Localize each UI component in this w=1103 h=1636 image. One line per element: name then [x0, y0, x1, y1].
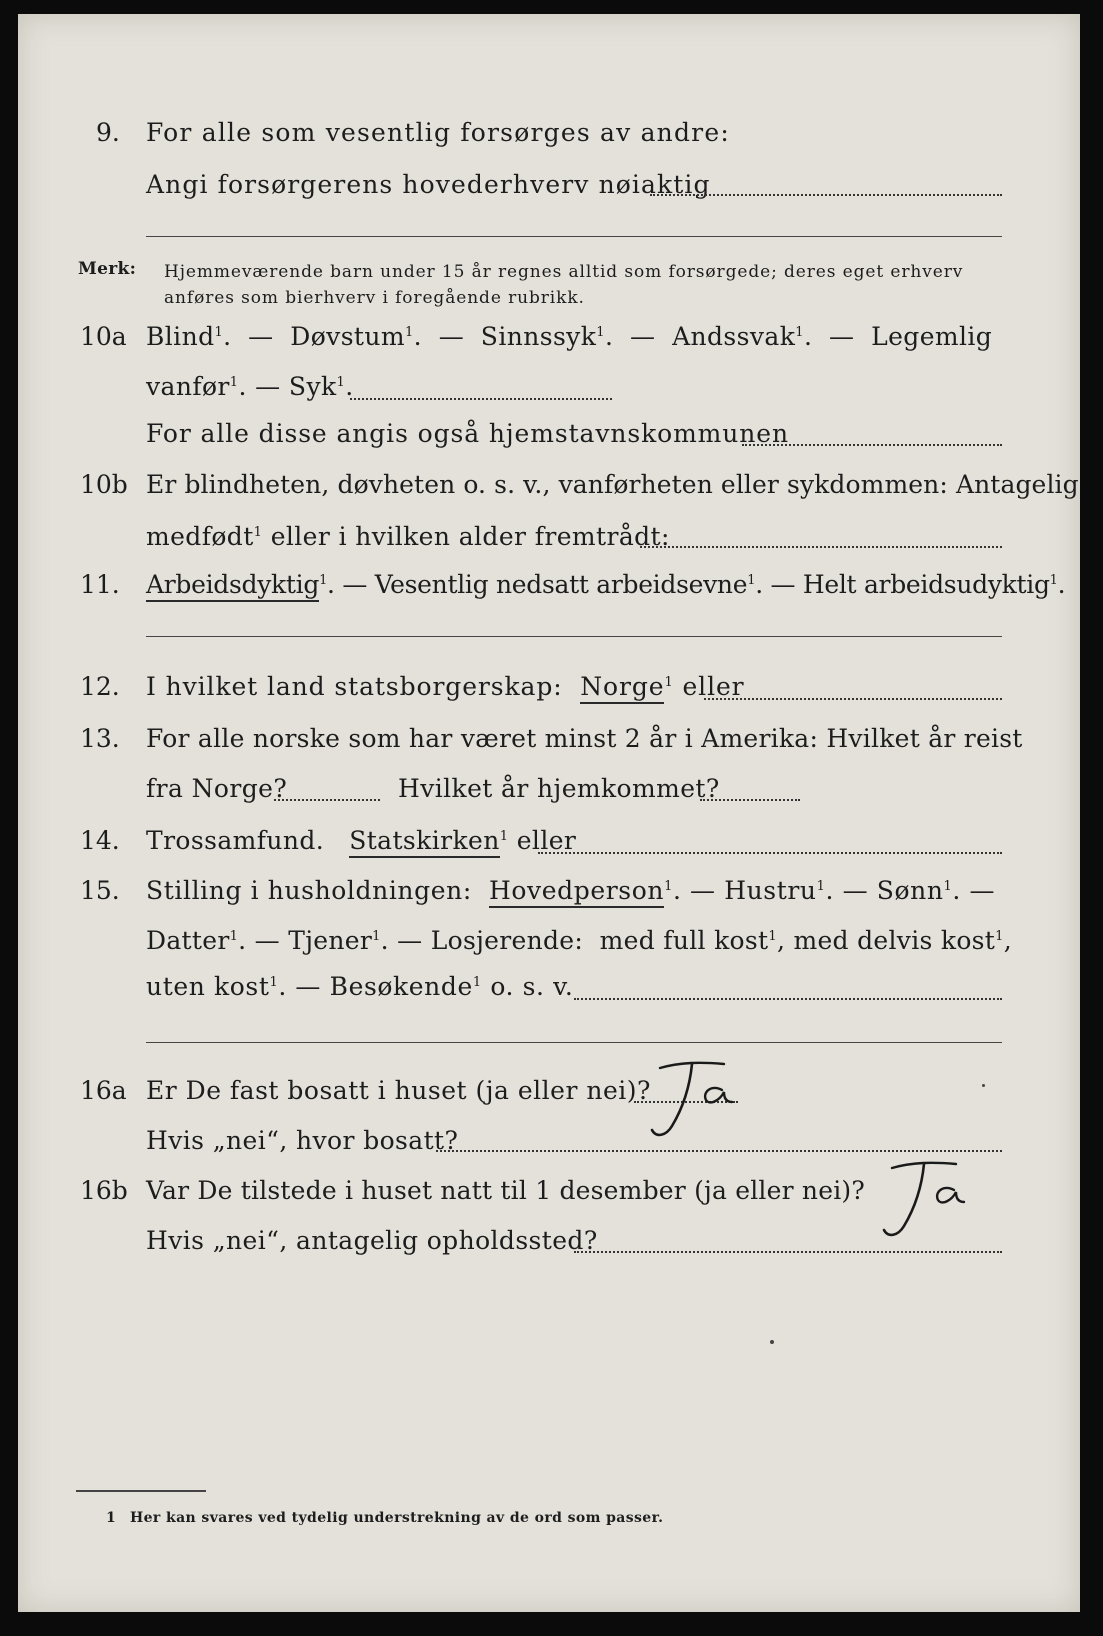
- q16a-number: 16a: [80, 1076, 127, 1105]
- q14-line: Trossamfund. Statskirken$^1$ eller: [146, 826, 576, 855]
- q10b-answer-line[interactable]: [640, 546, 1002, 548]
- q10a-number: 10a: [80, 322, 127, 351]
- option-udyktig[interactable]: Helt arbeidsudyktig: [802, 570, 1050, 599]
- q16b-line1: Var De tilstede i huset natt til 1 desember (ja eller nei)?: [146, 1176, 865, 1205]
- q15-line3: uten kost$^1$. — Besøkende$^1$ o. s. v.: [146, 972, 574, 1001]
- q10a-line3: For alle disse angis også hjemstavnskommunen: [146, 419, 789, 448]
- option-norge-underlined[interactable]: Norge: [580, 672, 664, 704]
- q9-line1: For alle som vesentlig forsørges av andre:: [146, 118, 730, 147]
- option-dovstum[interactable]: Døvstum: [290, 322, 405, 351]
- q16b-opholdssted-answer-line[interactable]: [574, 1251, 1002, 1253]
- option-datter[interactable]: Datter: [146, 926, 230, 955]
- q16b-line2: Hvis „nei“, antagelig opholdssted?: [146, 1226, 598, 1255]
- q16a-answer-text: Ja: [626, 1054, 627, 1055]
- q14-answer-line[interactable]: [538, 852, 1002, 854]
- option-syk[interactable]: Syk: [288, 372, 337, 401]
- q13-line2b: Hvilket år hjemkommet?: [398, 774, 720, 803]
- q16a-line1: Er De fast bosatt i huset (ja eller nei)?: [146, 1076, 651, 1105]
- option-statskirken-underlined[interactable]: Statskirken: [349, 826, 500, 858]
- option-delvis-kost[interactable]: med delvis kost: [793, 926, 996, 955]
- option-blind[interactable]: Blind: [146, 322, 215, 351]
- q16a-line2: Hvis „nei“, hvor bosatt?: [146, 1126, 459, 1155]
- q13-line2a: fra Norge?: [146, 774, 288, 803]
- q12-number: 12.: [80, 672, 120, 701]
- q16b-answer-text: Ja: [858, 1154, 859, 1155]
- q9-answer-line-2[interactable]: [146, 236, 1002, 237]
- option-full-kost[interactable]: med full kost: [599, 926, 769, 955]
- hjemstavn-answer-line[interactable]: [742, 444, 1002, 446]
- q15-answer-line[interactable]: [574, 998, 1002, 1000]
- option-sinnssyk[interactable]: Sinnssyk: [480, 322, 597, 351]
- reist-year-field[interactable]: [274, 799, 380, 801]
- q11-number: 11.: [80, 570, 120, 599]
- option-legemlig[interactable]: Legemlig: [871, 322, 993, 351]
- q11-line: Arbeidsdyktig$^1$. — Vesentlig nedsatt arbeidsevne$^1$. — Helt arbeidsudyktig$^1$.: [146, 570, 1065, 599]
- q16a-bosatt-answer-line[interactable]: [436, 1150, 1002, 1152]
- paper-speck: [982, 1084, 985, 1087]
- q10a-line2: vanfør$^1$. — Syk$^1$.: [146, 372, 354, 401]
- option-nedsatt[interactable]: Vesentlig nedsatt arbeidsevne: [374, 570, 748, 599]
- q14-number: 14.: [80, 826, 120, 855]
- q15-line1: Stilling i husholdningen: Hovedperson$^1$. — Hustru$^1$. — Sønn$^1$. —: [146, 876, 995, 905]
- q10a-line1: Blind$^1$. — Døvstum$^1$. — Sinnssyk$^1$. — Andssvak$^1$. — Legemlig: [146, 322, 993, 351]
- q10b-number: 10b: [80, 470, 128, 499]
- merk-label: Merk:: [78, 259, 137, 279]
- hjemkommet-year-field[interactable]: [700, 799, 800, 801]
- q9-line2: Angi forsørgerens hovederhverv nøiaktig: [146, 170, 711, 199]
- q15-number: 15.: [80, 876, 120, 905]
- option-medfodt[interactable]: medfødt: [146, 522, 254, 551]
- footnote-text: Her kan svares ved tydelig understrekning av de ord som passer.: [130, 1510, 664, 1526]
- q13-line1: For alle norske som har været minst 2 år i Amerika: Hvilket år reist: [146, 724, 1023, 753]
- q12-line: I hvilket land statsborgerskap: Norge$^1$ eller: [146, 672, 745, 701]
- option-uten-kost[interactable]: uten kost: [146, 972, 270, 1001]
- paper-speck: [770, 1340, 774, 1344]
- option-vanfor[interactable]: vanfør: [146, 372, 230, 401]
- option-besokende[interactable]: Besøkende: [329, 972, 473, 1001]
- q9-number: 9.: [96, 118, 120, 147]
- footnote-rule: [76, 1490, 206, 1492]
- q10a-answer-line[interactable]: [350, 398, 612, 400]
- q11-answer-line[interactable]: [146, 636, 1002, 637]
- q9-answer-line[interactable]: [650, 194, 1002, 196]
- option-arbeidsdyktig-underlined[interactable]: Arbeidsdyktig: [146, 570, 319, 602]
- census-form-page: [18, 14, 1080, 1612]
- handwritten-ja-answer-16a: [626, 1054, 756, 1144]
- option-hustru[interactable]: Hustru: [724, 876, 817, 905]
- handwritten-ja-answer-16b: [858, 1154, 988, 1244]
- option-sonn[interactable]: Sønn: [876, 876, 944, 905]
- option-tjener[interactable]: Tjener: [288, 926, 373, 955]
- q10b-line2: medfødt$^1$ eller i hvilken alder fremtrådt:: [146, 522, 670, 551]
- q16b-number: 16b: [80, 1176, 128, 1205]
- q15-line2: Datter$^1$. — Tjener$^1$. — Losjerende: med full kost$^1$, med delvis kost$^1$,: [146, 926, 1012, 955]
- q12-answer-line[interactable]: [704, 698, 1002, 700]
- option-andssvak[interactable]: Andssvak: [672, 322, 796, 351]
- option-hovedperson-underlined[interactable]: Hovedperson: [489, 876, 664, 908]
- merk-line1: Hjemmeværende barn under 15 år regnes alltid som forsørgede; deres eget erhverv: [164, 262, 964, 282]
- merk-line2: anføres som bierhverv i foregående rubrikk.: [164, 288, 585, 308]
- footnote-mark: 1: [106, 1510, 116, 1526]
- q15-answer-line-2[interactable]: [146, 1042, 1002, 1043]
- q13-number: 13.: [80, 724, 120, 753]
- q10b-line1: Er blindheten, døvheten o. s. v., vanførheten eller sykdommen: Antagelig: [146, 470, 1079, 499]
